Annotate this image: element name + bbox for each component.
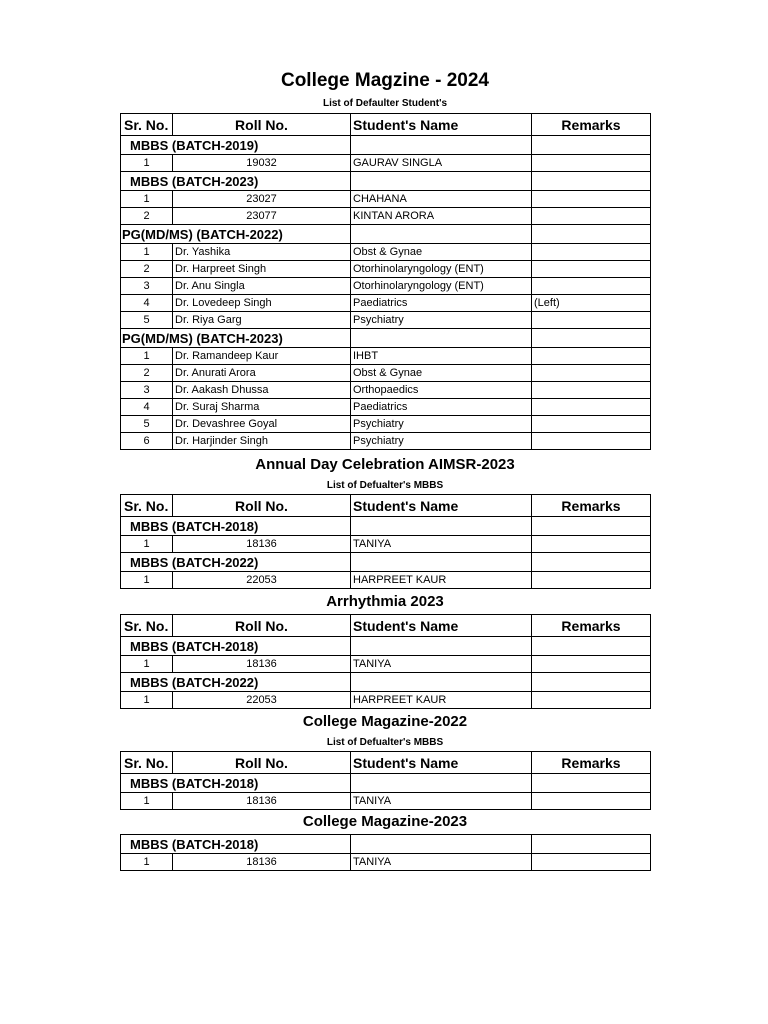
roll-cell: Dr. Aakash Dhussa bbox=[173, 382, 351, 399]
sr-cell: 1 bbox=[121, 348, 173, 365]
table-header-row bbox=[121, 752, 651, 774]
table-header-row bbox=[121, 114, 651, 136]
roll-cell: 22053 bbox=[173, 692, 351, 709]
sr-cell: 1 bbox=[121, 191, 173, 208]
name-cell: TANIYA bbox=[351, 536, 532, 553]
sr-cell: 3 bbox=[121, 382, 173, 399]
name-cell: HARPREET KAUR bbox=[351, 572, 532, 589]
roll-cell: Dr. Harjinder Singh bbox=[173, 433, 351, 450]
header-student-name: Student's Name bbox=[351, 752, 532, 774]
group-row bbox=[121, 553, 651, 572]
remarks-cell bbox=[532, 348, 651, 365]
roll-cell: 23027 bbox=[173, 191, 351, 208]
remarks-cell bbox=[532, 572, 651, 589]
header-roll-no: Roll No. bbox=[173, 495, 351, 517]
sr-cell: 5 bbox=[121, 416, 173, 433]
group-label: MBBS (BATCH-2022) bbox=[121, 673, 351, 692]
roll-cell: Dr. Yashika bbox=[173, 244, 351, 261]
roll-cell: Dr. Harpreet Singh bbox=[173, 261, 351, 278]
sr-cell: 4 bbox=[121, 399, 173, 416]
roll-cell: 23077 bbox=[173, 208, 351, 225]
table-row bbox=[121, 261, 651, 278]
defaulter-table bbox=[120, 751, 651, 810]
name-cell: KINTAN ARORA bbox=[351, 208, 532, 225]
group-row bbox=[121, 329, 651, 348]
remarks-cell bbox=[532, 365, 651, 382]
roll-cell: Dr. Ramandeep Kaur bbox=[173, 348, 351, 365]
header-roll-no: Roll No. bbox=[173, 752, 351, 774]
remarks-cell bbox=[532, 278, 651, 295]
group-label: MBBS (BATCH-2018) bbox=[121, 517, 351, 536]
sr-cell: 1 bbox=[121, 536, 173, 553]
remarks-cell bbox=[532, 433, 651, 450]
group-label: MBBS (BATCH-2018) bbox=[121, 637, 351, 656]
table-row bbox=[121, 365, 651, 382]
defaulter-table bbox=[120, 834, 651, 871]
table-row bbox=[121, 572, 651, 589]
table-row bbox=[121, 656, 651, 673]
header-remarks: Remarks bbox=[532, 752, 651, 774]
remarks-cell bbox=[532, 793, 651, 810]
sr-cell: 1 bbox=[121, 793, 173, 810]
table-header-row bbox=[121, 495, 651, 517]
table-row bbox=[121, 278, 651, 295]
name-cell: HARPREET KAUR bbox=[351, 692, 532, 709]
name-cell: Obst & Gynae bbox=[351, 365, 532, 382]
remarks-cell bbox=[532, 261, 651, 278]
roll-cell: Dr. Devashree Goyal bbox=[173, 416, 351, 433]
group-label: PG(MD/MS) (BATCH-2023) bbox=[121, 329, 351, 348]
sr-cell: 4 bbox=[121, 295, 173, 312]
remarks-cell bbox=[532, 854, 651, 871]
section-subtitle: List of Defaulter Student's bbox=[322, 98, 448, 109]
name-cell: Otorhinolaryngology (ENT) bbox=[351, 261, 532, 278]
remarks-cell bbox=[532, 536, 651, 553]
header-sr-no: Sr. No. bbox=[121, 752, 173, 774]
remarks-cell bbox=[532, 155, 651, 172]
group-label: MBBS (BATCH-2023) bbox=[121, 172, 351, 191]
section-title: College Magazine-2022 bbox=[302, 713, 468, 730]
group-label: MBBS (BATCH-2022) bbox=[121, 553, 351, 572]
header-roll-no: Roll No. bbox=[173, 615, 351, 637]
remarks-cell bbox=[532, 399, 651, 416]
sr-cell: 1 bbox=[121, 656, 173, 673]
sr-cell: 5 bbox=[121, 312, 173, 329]
name-cell: Psychiatry bbox=[351, 433, 532, 450]
remarks-cell bbox=[532, 416, 651, 433]
header-roll-no: Roll No. bbox=[173, 114, 351, 136]
group-row bbox=[121, 673, 651, 692]
remarks-cell bbox=[532, 692, 651, 709]
name-cell: Psychiatry bbox=[351, 416, 532, 433]
name-cell: Paediatrics bbox=[351, 399, 532, 416]
name-cell: Psychiatry bbox=[351, 312, 532, 329]
name-cell: TANIYA bbox=[351, 656, 532, 673]
table-row bbox=[121, 433, 651, 450]
sr-cell: 1 bbox=[121, 572, 173, 589]
table-row bbox=[121, 208, 651, 225]
group-row bbox=[121, 774, 651, 793]
roll-cell: 18136 bbox=[173, 536, 351, 553]
section-title: Arrhythmia 2023 bbox=[326, 593, 444, 610]
table-row bbox=[121, 348, 651, 365]
defaulter-table bbox=[120, 113, 651, 450]
name-cell: Paediatrics bbox=[351, 295, 532, 312]
section-subtitle: List of Defualter's MBBS bbox=[326, 737, 444, 748]
roll-cell: 18136 bbox=[173, 854, 351, 871]
sr-cell: 1 bbox=[121, 244, 173, 261]
sr-cell: 1 bbox=[121, 854, 173, 871]
table-row bbox=[121, 416, 651, 433]
header-student-name: Student's Name bbox=[351, 114, 532, 136]
sr-cell: 1 bbox=[121, 692, 173, 709]
roll-cell: 22053 bbox=[173, 572, 351, 589]
roll-cell: Dr. Lovedeep Singh bbox=[173, 295, 351, 312]
header-sr-no: Sr. No. bbox=[121, 495, 173, 517]
group-row bbox=[121, 136, 651, 155]
table-row bbox=[121, 536, 651, 553]
header-student-name: Student's Name bbox=[351, 615, 532, 637]
header-remarks: Remarks bbox=[532, 114, 651, 136]
remarks-cell bbox=[532, 244, 651, 261]
remarks-cell: (Left) bbox=[532, 295, 651, 312]
table-row bbox=[121, 312, 651, 329]
name-cell: TANIYA bbox=[351, 854, 532, 871]
group-row bbox=[121, 517, 651, 536]
table-row bbox=[121, 155, 651, 172]
table-row bbox=[121, 692, 651, 709]
sr-cell: 6 bbox=[121, 433, 173, 450]
group-row bbox=[121, 637, 651, 656]
table-header-row bbox=[121, 615, 651, 637]
group-row bbox=[121, 835, 651, 854]
group-label: PG(MD/MS) (BATCH-2022) bbox=[121, 225, 351, 244]
remarks-cell bbox=[532, 208, 651, 225]
group-row bbox=[121, 172, 651, 191]
table-row bbox=[121, 382, 651, 399]
defaulter-table bbox=[120, 494, 651, 589]
roll-cell: 19032 bbox=[173, 155, 351, 172]
name-cell: Obst & Gynae bbox=[351, 244, 532, 261]
name-cell: GAURAV SINGLA bbox=[351, 155, 532, 172]
header-remarks: Remarks bbox=[532, 615, 651, 637]
roll-cell: Dr. Anurati Arora bbox=[173, 365, 351, 382]
roll-cell: Dr. Anu Singla bbox=[173, 278, 351, 295]
name-cell: Otorhinolaryngology (ENT) bbox=[351, 278, 532, 295]
name-cell: CHAHANA bbox=[351, 191, 532, 208]
header-remarks: Remarks bbox=[532, 495, 651, 517]
section-title: College Magazine-2023 bbox=[302, 813, 468, 830]
group-label: MBBS (BATCH-2019) bbox=[121, 136, 351, 155]
roll-cell: 18136 bbox=[173, 793, 351, 810]
sr-cell: 2 bbox=[121, 208, 173, 225]
table-row bbox=[121, 399, 651, 416]
table-row bbox=[121, 295, 651, 312]
section-title: Annual Day Celebration AIMSR-2023 bbox=[255, 456, 515, 473]
table-row bbox=[121, 793, 651, 810]
roll-cell: Dr. Suraj Sharma bbox=[173, 399, 351, 416]
name-cell: TANIYA bbox=[351, 793, 532, 810]
table-row bbox=[121, 244, 651, 261]
header-sr-no: Sr. No. bbox=[121, 615, 173, 637]
name-cell: Orthopaedics bbox=[351, 382, 532, 399]
sr-cell: 3 bbox=[121, 278, 173, 295]
sr-cell: 2 bbox=[121, 261, 173, 278]
group-row bbox=[121, 225, 651, 244]
defaulter-table bbox=[120, 614, 651, 709]
roll-cell: Dr. Riya Garg bbox=[173, 312, 351, 329]
group-label: MBBS (BATCH-2018) bbox=[121, 835, 351, 854]
remarks-cell bbox=[532, 312, 651, 329]
sr-cell: 1 bbox=[121, 155, 173, 172]
name-cell: IHBT bbox=[351, 348, 532, 365]
section-subtitle: List of Defualter's MBBS bbox=[326, 480, 444, 491]
group-label: MBBS (BATCH-2018) bbox=[121, 774, 351, 793]
sr-cell: 2 bbox=[121, 365, 173, 382]
table-row bbox=[121, 854, 651, 871]
roll-cell: 18136 bbox=[173, 656, 351, 673]
remarks-cell bbox=[532, 191, 651, 208]
header-student-name: Student's Name bbox=[351, 495, 532, 517]
remarks-cell bbox=[532, 382, 651, 399]
section-title: College Magzine - 2024 bbox=[280, 70, 489, 91]
table-row bbox=[121, 191, 651, 208]
header-sr-no: Sr. No. bbox=[121, 114, 173, 136]
remarks-cell bbox=[532, 656, 651, 673]
